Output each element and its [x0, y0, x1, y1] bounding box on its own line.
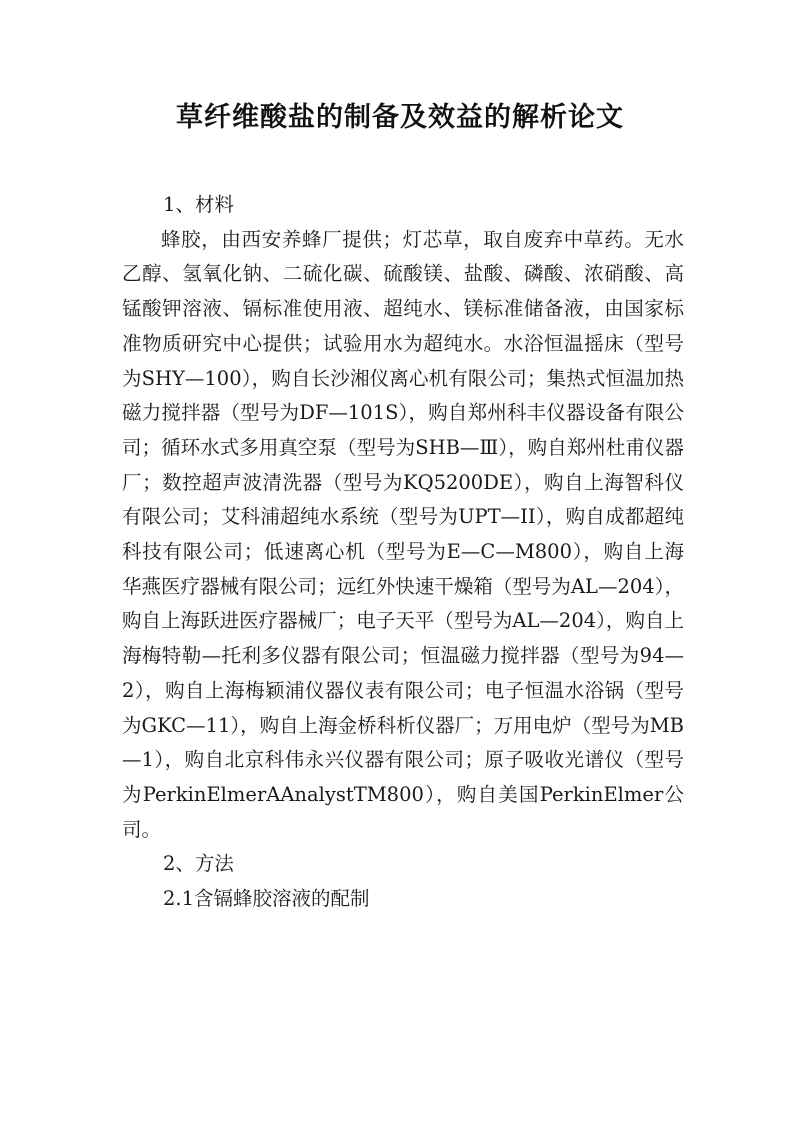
subsection-heading-solution-preparation: 2.1含镉蜂胶溶液的配制: [163, 887, 370, 911]
materials-paragraph: 蜂胶，由西安养蜂厂提供；灯芯草，取自废弃中草药。无水乙醇、氢氧化钠、二硫化碳、硫酸镁、盐酸、磷酸、浓硝酸、高锰酸钾溶液、镉标准使用液、超纯水、镁标准储备液，由国家标准物质研究中心提供；试验用水为超纯水。水浴恒温摇床（型号为SHY—100），购自长沙湘仪离心机有限公司；集热式恒温加热磁力搅拌器（型号为DF—101S），购自郑州科丰仪器设备有限公司；循环水式多用真空泵（型号为SHB—Ⅲ），购自郑州杜甫仪器厂；数控超声波清洗器（型号为KQ5200DE），购自上海智科仪有限公司；艾科浦超纯水系统（型号为UPT—II），购自成都超纯科技有限公司；低速离心机（型号为E—C—M800），购自上海华燕医疗器械有限公司；远红外快速干燥箱（型号为AL—204），购自上海跃进医疗器械厂；电子天平（型号为AL—204），购自上海梅特勒—托利多仪器有限公司；恒温磁力搅拌器（型号为94—2），购自上海梅颖浦仪器仪表有限公司；电子恒温水浴锅（型号为GKC—11），购自上海金桥科析仪器厂；万用电炉（型号为MB—1），购自北京科伟永兴仪器有限公司；原子吸收光谱仪（型号为PerkinElmerAAnalystTM800），购自美国PerkinElmer公司。: [122, 227, 684, 841]
section-heading-methods: 2、方法: [163, 852, 234, 876]
section-heading-materials: 1、材料: [163, 193, 234, 216]
document-title: 草纤维酸盐的制备及效益的解析论文: [176, 102, 624, 133]
document-body: [122, 188, 684, 917]
